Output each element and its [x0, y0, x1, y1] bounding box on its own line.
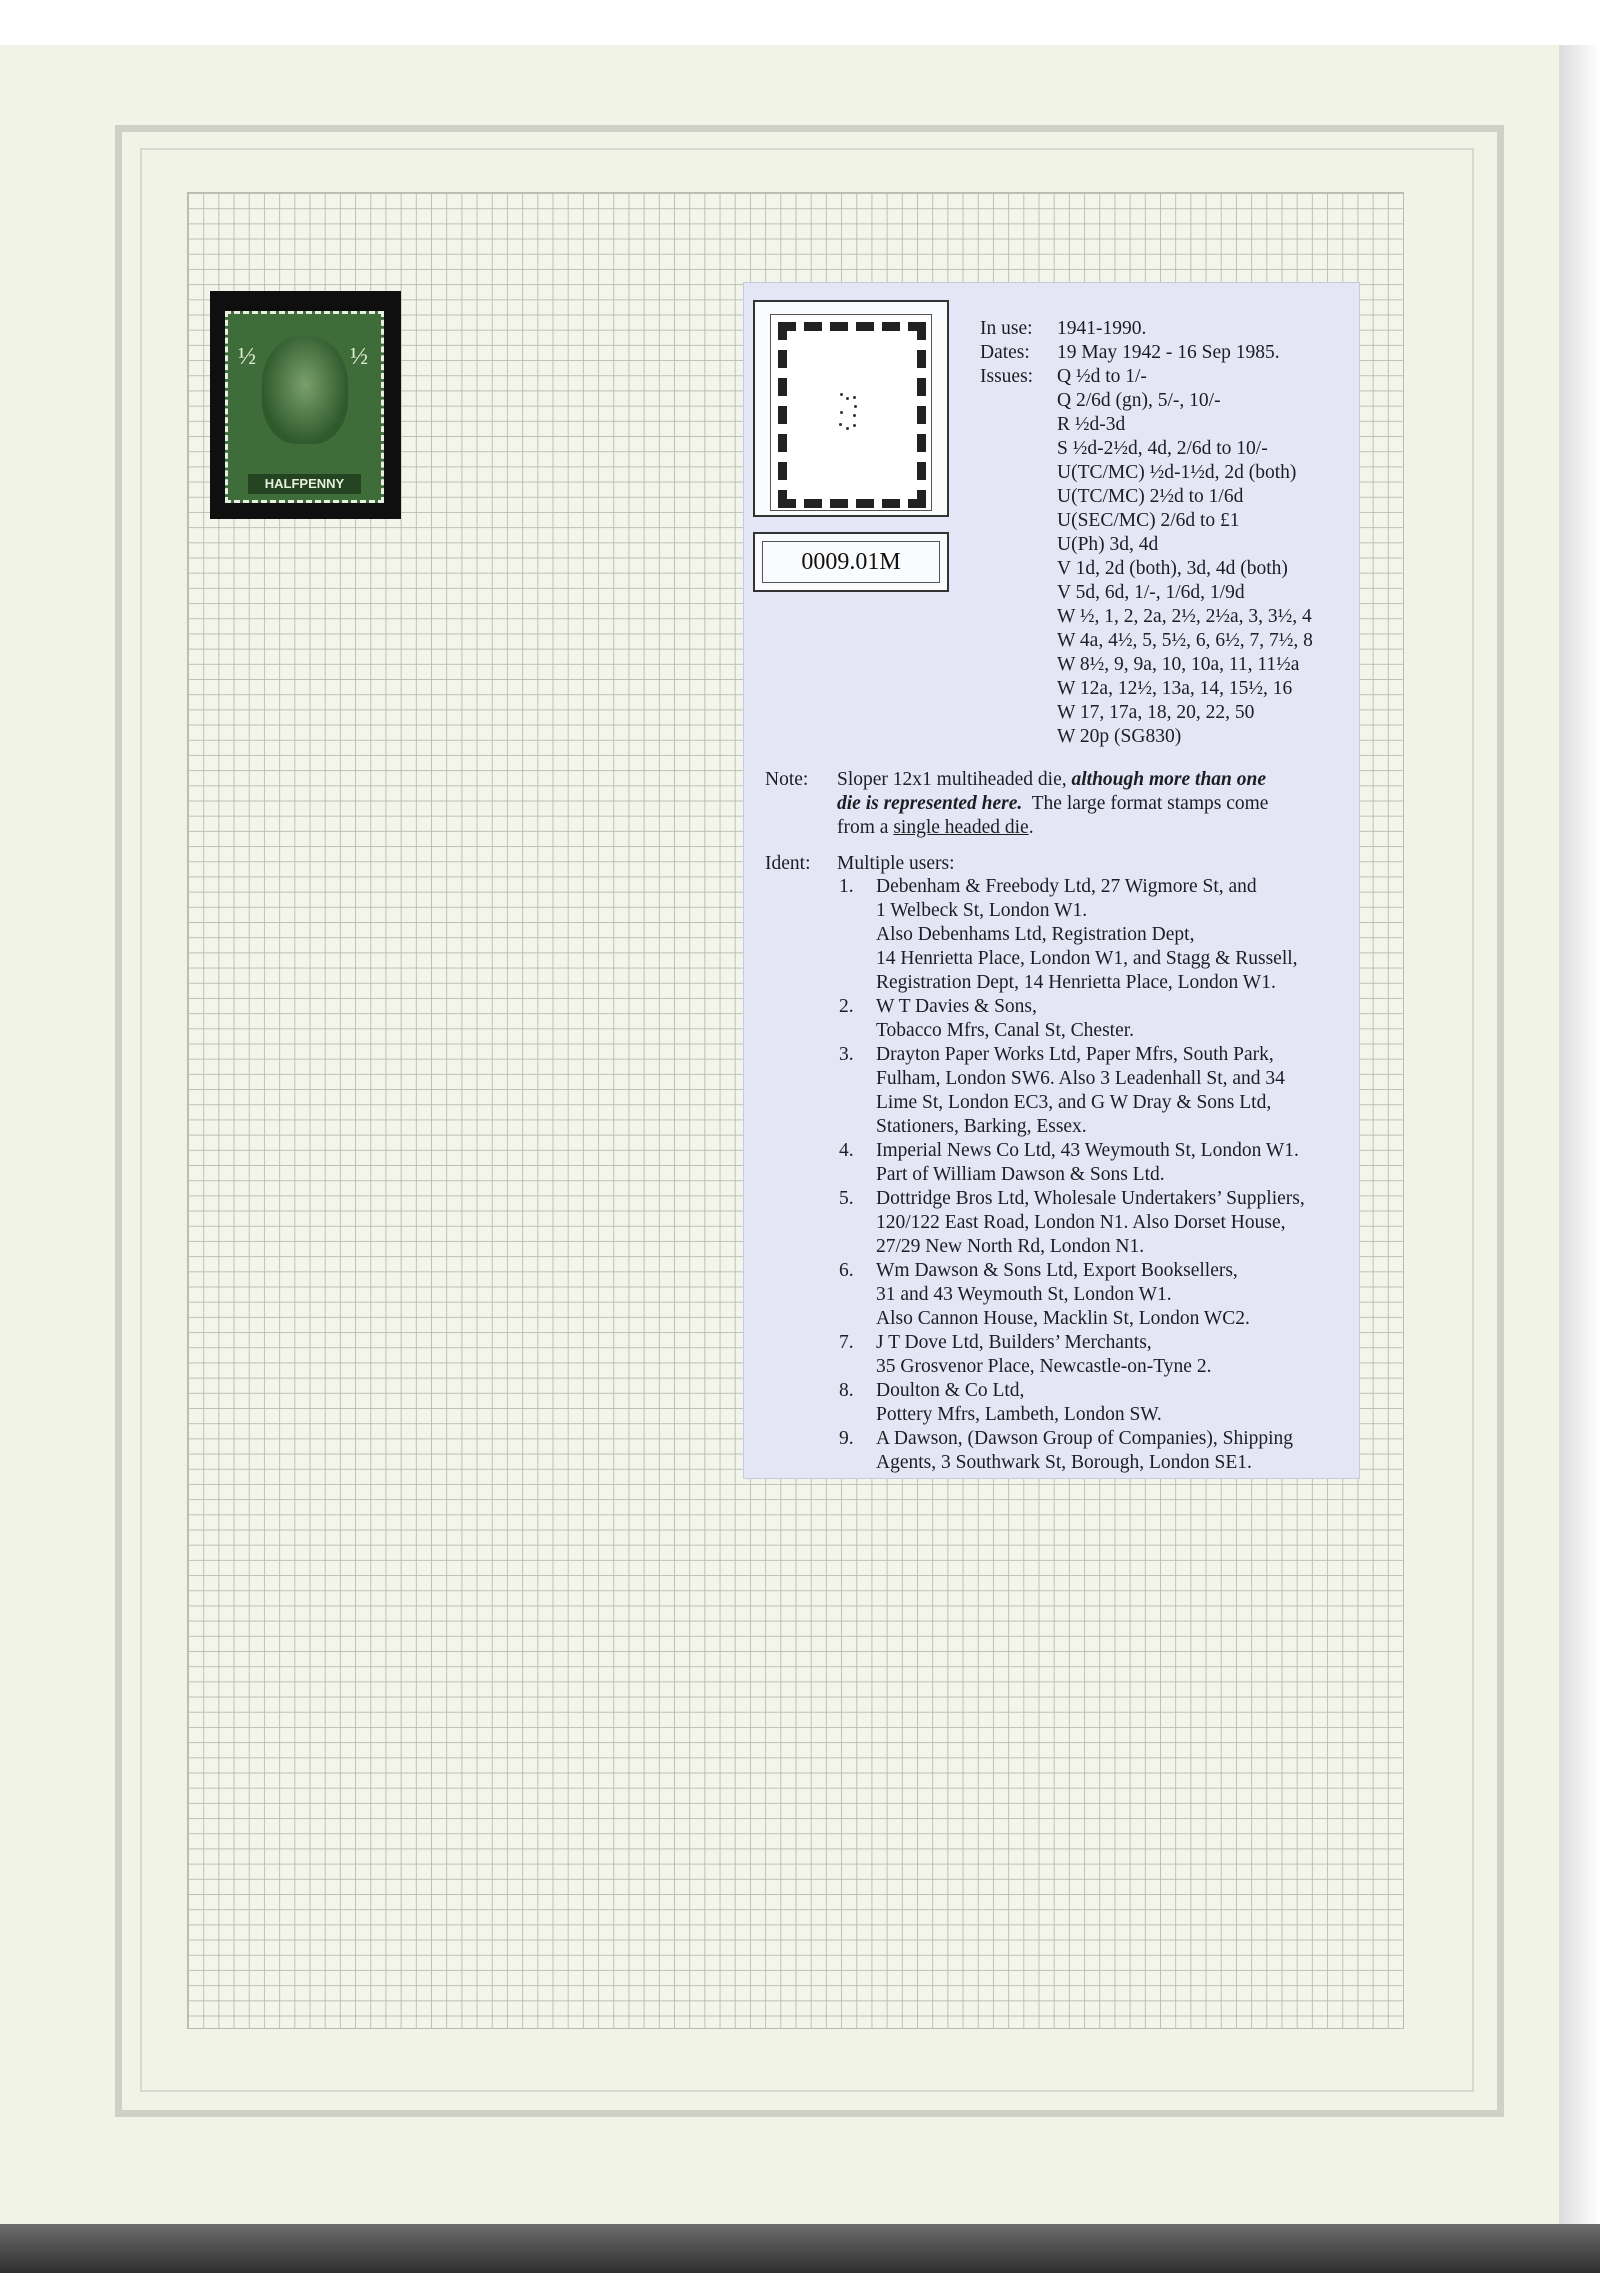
- stamp-label: HALFPENNY: [248, 474, 361, 494]
- user-line: 14 Henrietta Place, London W1, and Stagg & Russell,: [876, 948, 1298, 969]
- dates-label: Dates:: [980, 342, 1030, 363]
- user-line: Pottery Mfrs, Lambeth, London SW.: [876, 1404, 1162, 1425]
- issue-line: Q 2/6d (gn), 5/-, 10/-: [1057, 390, 1221, 411]
- user-line: Doulton & Co Ltd,: [876, 1380, 1025, 1401]
- user-line: Drayton Paper Works Ltd, Paper Mfrs, South Park,: [876, 1044, 1274, 1065]
- issue-line: W 4a, 4½, 5, 5½, 6, 6½, 7, 7½, 8: [1057, 630, 1313, 651]
- in-use-value: 1941-1990.: [1057, 318, 1147, 339]
- perfin-hole: [840, 393, 843, 396]
- issue-line: U(SEC/MC) 2/6d to £1: [1057, 510, 1240, 531]
- user-line: 1 Welbeck St, London W1.: [876, 900, 1088, 921]
- perfin-hole: [853, 424, 856, 427]
- user-line: 120/122 East Road, London N1. Also Dorset House,: [876, 1212, 1286, 1233]
- ident-intro: Multiple users:: [837, 853, 955, 874]
- user-line: Dottridge Bros Ltd, Wholesale Undertakers’ Suppliers,: [876, 1188, 1305, 1209]
- issue-line: V 1d, 2d (both), 3d, 4d (both): [1057, 558, 1288, 579]
- user-line: A Dawson, (Dawson Group of Companies), Shipping: [876, 1428, 1294, 1449]
- in-use-label: In use:: [980, 318, 1033, 339]
- user-number: 7.: [839, 1332, 854, 1353]
- user-line: Agents, 3 Southwark St, Borough, London SE1.: [876, 1452, 1252, 1473]
- page-edge-bottom: [0, 2224, 1600, 2273]
- catalog-number: 0009.01M: [762, 541, 940, 583]
- perfin-hole: [839, 423, 842, 426]
- issue-line: W 17, 17a, 18, 20, 22, 50: [1057, 702, 1255, 723]
- user-line: Registration Dept, 14 Henrietta Place, London W1.: [876, 972, 1276, 993]
- perfin-hole: [840, 411, 843, 414]
- issue-line: S ½d-2½d, 4d, 2/6d to 10/-: [1057, 438, 1268, 459]
- stamp-value-right: ½: [350, 344, 368, 370]
- user-line: 27/29 New North Rd, London N1.: [876, 1236, 1145, 1257]
- user-number: 4.: [839, 1140, 854, 1161]
- user-line: 35 Grosvenor Place, Newcastle-on-Tyne 2.: [876, 1356, 1212, 1377]
- user-line: Wm Dawson & Sons Ltd, Export Booksellers,: [876, 1260, 1238, 1281]
- user-number: 9.: [839, 1428, 854, 1449]
- user-line: Imperial News Co Ltd, 43 Weymouth St, London W1.: [876, 1140, 1299, 1161]
- note-label: Note:: [765, 769, 809, 790]
- issue-line: R ½d-3d: [1057, 414, 1126, 435]
- issue-line: W 12a, 12½, 13a, 14, 15½, 16: [1057, 678, 1293, 699]
- user-line: J T Dove Ltd, Builders’ Merchants,: [876, 1332, 1152, 1353]
- user-number: 6.: [839, 1260, 854, 1281]
- issue-line: U(Ph) 3d, 4d: [1057, 534, 1159, 555]
- issue-line: W 20p (SG830): [1057, 726, 1182, 747]
- dates-value: 19 May 1942 - 16 Sep 1985.: [1057, 342, 1280, 363]
- user-line: Lime St, London EC3, and G W Dray & Sons Ltd,: [876, 1092, 1272, 1113]
- perfin-hole: [846, 397, 849, 400]
- user-number: 1.: [839, 876, 854, 897]
- user-line: Stationers, Barking, Essex.: [876, 1116, 1087, 1137]
- issue-line: V 5d, 6d, 1/-, 1/6d, 1/9d: [1057, 582, 1245, 603]
- user-number: 2.: [839, 996, 854, 1017]
- perfin-stamp-outline: [778, 322, 926, 508]
- user-line: Debenham & Freebody Ltd, 27 Wigmore St, and: [876, 876, 1257, 897]
- note-line: Sloper 12x1 multiheaded die, although more than one: [837, 769, 1267, 790]
- user-line: Part of William Dawson & Sons Ltd.: [876, 1164, 1165, 1185]
- note-line: from a single headed die.: [837, 817, 1034, 838]
- issue-line: W 8½, 9, 9a, 10, 10a, 11, 11½a: [1057, 654, 1300, 675]
- issue-line: U(TC/MC) ½d-1½d, 2d (both): [1057, 462, 1297, 483]
- stamp-value-left: ½: [238, 344, 256, 370]
- user-number: 5.: [839, 1188, 854, 1209]
- user-number: 3.: [839, 1044, 854, 1065]
- user-line: 31 and 43 Weymouth St, London W1.: [876, 1284, 1172, 1305]
- issues-label: Issues:: [980, 366, 1034, 387]
- page-edge-right: [1559, 45, 1600, 2224]
- user-number: 8.: [839, 1380, 854, 1401]
- user-line: Tobacco Mfrs, Canal St, Chester.: [876, 1020, 1135, 1041]
- perfin-hole: [853, 396, 856, 399]
- perfin-hole: [854, 405, 857, 408]
- issue-line: U(TC/MC) 2½d to 1/6d: [1057, 486, 1244, 507]
- stamp-portrait: [262, 336, 348, 444]
- user-line: Also Cannon House, Macklin St, London WC2.: [876, 1308, 1250, 1329]
- perfin-hole: [846, 427, 849, 430]
- note-line: die is represented here. The large format stamps come: [837, 793, 1269, 814]
- ident-label: Ident:: [765, 853, 811, 874]
- user-line: W T Davies & Sons,: [876, 996, 1037, 1017]
- perfin-hole: [853, 414, 856, 417]
- user-line: Also Debenhams Ltd, Registration Dept,: [876, 924, 1195, 945]
- user-line: Fulham, London SW6. Also 3 Leadenhall St, and 34: [876, 1068, 1285, 1089]
- issue-line: W ½, 1, 2, 2a, 2½, 2½a, 3, 3½, 4: [1057, 606, 1312, 627]
- issue-line: Q ½d to 1/-: [1057, 366, 1147, 387]
